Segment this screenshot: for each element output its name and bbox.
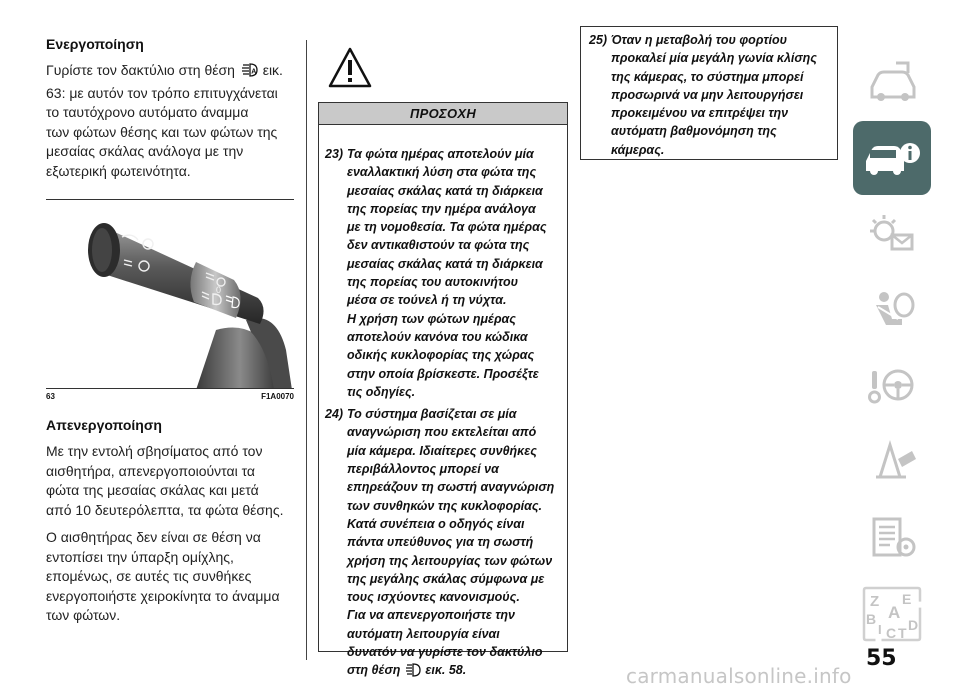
warning-line: δυνατόν να γυρίστε τον δακτύλιο: [347, 645, 543, 660]
warning-line: πάντα υπεύθυνος για τη σωστή: [347, 535, 534, 550]
warning-line: Η χρήση των φώτων ημέρας: [347, 311, 516, 326]
left-column: [46, 36, 296, 634]
index-letter: Z: [870, 593, 880, 610]
chapter-tab-warning-lights[interactable]: [853, 197, 931, 271]
note-box: [580, 26, 838, 160]
chapter-tab-safety[interactable]: [853, 273, 931, 347]
sensor-line: ενεργοποιήστε χειροκίνητα το άναμμα: [46, 587, 280, 604]
warning-line: Κατά συνέπεια ο οδηγός είναι: [347, 516, 525, 531]
warning-line: της μεγάλης σκάλας σύμφωνα με: [347, 571, 545, 586]
warning-item-number: 23): [325, 147, 344, 161]
warning-box: [318, 102, 568, 678]
sensor-line: των φώτων.: [46, 607, 121, 623]
index-letter: E: [902, 591, 912, 607]
figure-code: F1A0070: [261, 392, 294, 401]
chapter-tab-maintenance[interactable]: [853, 501, 931, 575]
warning-line: τις οδηγίες.: [347, 384, 416, 399]
warning-last-start: στη θέση: [347, 663, 401, 678]
warning-line: μέσα σε τούνελ ή τη νύχτα.: [347, 293, 507, 308]
warning-line: αποτελούν κανόνα του κώδικα: [347, 329, 528, 344]
activation-paragraph: [46, 61, 296, 181]
warning-line: με τη νομοθεσία. Τα φώτα ημέρας: [347, 220, 547, 235]
stalk-figure: [46, 199, 294, 389]
activation-line-2: το ταυτόχρονο αυτόματο άναμμα: [46, 104, 249, 120]
figure-number: 63: [46, 392, 55, 401]
warning-item-23: [325, 145, 561, 401]
warning-lights-icon: [862, 209, 922, 259]
chapter-tab-starting-driving[interactable]: [853, 349, 931, 423]
warning-last-line: [347, 661, 561, 682]
chapter-tab-car-overview[interactable]: [853, 45, 931, 119]
warning-line: εναλλακτική λύση στα φώτα της: [347, 165, 537, 180]
light-stalk-illustration: [46, 200, 294, 389]
auto-light-symbol-icon: [240, 63, 258, 84]
note-line: προκειμένου να επιτρέψει την: [611, 106, 789, 121]
airbag-safety-icon: [862, 285, 922, 335]
car-info-icon: [860, 133, 924, 183]
note-line: προσωρινά να μην λειτουργήσει: [611, 87, 804, 102]
alphabetical-index-icon: [860, 586, 924, 642]
warning-item-number: 24): [325, 407, 344, 422]
warning-line: της πορείας του αυτοκινήτου: [347, 275, 519, 290]
warning-line: δεν αντικαθιστούν τα φώτα της: [347, 238, 530, 253]
warning-title: ΠΡΟΣΟΧΗ: [319, 103, 567, 125]
figure-caption: [46, 392, 294, 401]
warning-line: τους ισχύοντες κανονισμούς.: [347, 590, 520, 605]
activation-text-start: Γυρίστε τον δακτύλιο στη θέση: [46, 62, 235, 78]
warning-line: μία κάμερα. Ιδιαίτερες συνθήκες: [347, 443, 537, 458]
warning-item-text: [347, 405, 561, 682]
note-item-25: [589, 31, 829, 159]
car-overview-icon: [862, 57, 922, 107]
note-line: αυτόματη βαθμονόμηση της: [611, 124, 777, 139]
watermark-text: carmanualsonline.info: [626, 664, 852, 686]
activation-text-end: εικ.: [262, 62, 283, 78]
warning-line: στην οποία βρίσκεστε. Προσέξτε: [347, 366, 539, 381]
page-number: 55: [866, 646, 897, 671]
steering-key-icon: [862, 361, 922, 411]
note-line: προκαλεί μία μεγάλη γωνία κλίσης: [611, 51, 817, 66]
svg-text:A: A: [251, 68, 257, 76]
warning-item-24: [325, 405, 561, 682]
warning-line: οδικής κυκλοφορίας της χώρας: [347, 348, 535, 363]
index-letter: A: [888, 603, 901, 622]
activation-line-4: μεσαίας σκάλας ανάλογα με την: [46, 143, 244, 159]
warning-line: της πορείας την ημέρα ανάλογα: [347, 201, 536, 216]
index-letter: C: [886, 625, 897, 641]
warning-line: Τα φώτα ημέρας αποτελούν μία: [347, 147, 534, 161]
deactivation-line: αισθητήρα, απενεργοποιούνται τα: [46, 462, 256, 479]
warning-line: αναγνώριση που εκτελείται από: [347, 425, 537, 440]
note-line: της κάμερας, το σύστημα μπορεί: [611, 69, 804, 84]
maintenance-icon: [862, 513, 922, 563]
deactivation-heading: Απενεργοποίηση: [46, 417, 162, 433]
warning-last-end: εικ. 58.: [425, 663, 467, 678]
warning-line: περιβάλλοντος μπορεί να: [347, 462, 499, 477]
chapter-tab-knowing-car[interactable]: [853, 121, 931, 195]
warning-line: Για να απενεργοποιήστε την: [347, 608, 515, 623]
deactivation-line: Με την εντολή σβησίματος από τον: [46, 443, 263, 459]
warning-line: των συνθηκών της κυκλοφορίας.: [347, 498, 543, 513]
column-divider: [306, 40, 307, 660]
activation-line-5: εξωτερική φωτεινότητα.: [46, 162, 191, 179]
warning-item-text: [347, 145, 561, 401]
auto-light-symbol-icon: [405, 663, 421, 682]
warning-line: μεσαίας σκάλας κατά τη διάρκεια: [347, 256, 543, 271]
note-line: Όταν η μεταβολή του φορτίου: [611, 33, 787, 47]
deactivation-line: φώτα της μεσαίας σκάλας και μετά: [46, 482, 259, 498]
index-letter: B: [866, 611, 877, 627]
emergency-icon: [862, 437, 922, 487]
sensor-line: εντοπίσει την ύπαρξη ομίχλης,: [46, 548, 234, 565]
activation-line-1: 63: με αυτόν τον τρόπο επιτυγχάνεται: [46, 84, 278, 101]
warning-line: Το σύστημα βασίζεται σε μία: [347, 407, 517, 422]
warning-line: επηρεάζουν τη σωστή αναγνώριση: [347, 480, 555, 495]
warning-line: αυτόματη λειτουργία είναι: [347, 626, 500, 641]
deactivation-paragraph-2: [46, 528, 296, 626]
index-letter: T: [898, 625, 907, 641]
activation-line-3: των φώτων θέσης και των φώτων της: [46, 123, 278, 140]
sensor-line: Ο αισθητήρας δεν είναι σε θέση να: [46, 529, 261, 545]
index-letter: D: [908, 617, 919, 633]
warning-line: χρήση της λειτουργίας των φώτων: [347, 553, 553, 568]
note-item-number: 25): [589, 33, 608, 47]
warning-line: μεσαίας σκάλας κατά τη διάρκεια: [347, 183, 543, 198]
deactivation-line: από 10 δευτερόλεπτα, τα φώτα θέσης.: [46, 501, 284, 518]
index-letter: I: [878, 622, 882, 637]
chapter-tab-index[interactable]: [853, 577, 931, 651]
chapter-sidebar: [853, 45, 931, 653]
deactivation-paragraph-1: [46, 442, 296, 520]
note-item-text: [611, 31, 829, 159]
warning-items: [319, 125, 567, 683]
sensor-line: επομένως, σε αυτές τις συνθήκες: [46, 568, 252, 584]
warning-icon: [328, 46, 372, 90]
chapter-tab-emergency[interactable]: [853, 425, 931, 499]
ring-zero-label: 0: [216, 285, 222, 295]
activation-heading: Ενεργοποίηση: [46, 36, 144, 52]
note-line: κάμερας.: [611, 142, 665, 157]
